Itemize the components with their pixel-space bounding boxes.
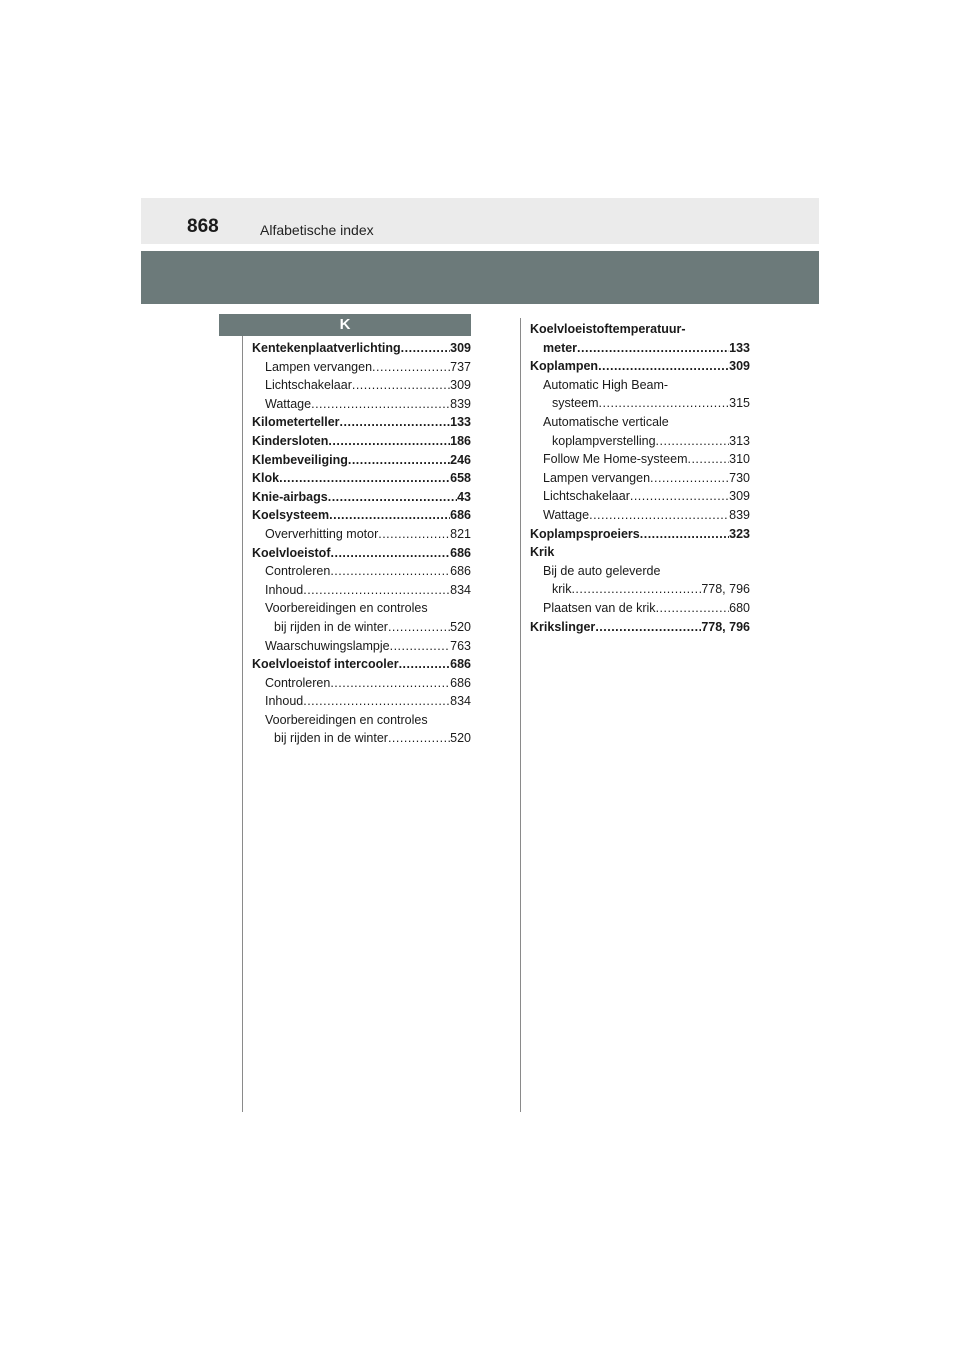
index-entry-term: Voorbereidingen en controles [265,712,428,727]
dot-leader [340,413,451,432]
dot-leader [330,562,450,581]
index-entry-page: 821 [450,526,471,541]
index-entry-page: 520 [450,731,471,746]
index-entry [530,618,750,637]
index-entry [252,599,471,618]
index-entry-term: meter [543,340,578,355]
index-entry-page: 315 [729,396,750,411]
index-entry [252,395,471,414]
index-entry [252,339,471,358]
page-number: 868 [187,216,219,237]
index-entry [252,729,471,748]
dot-leader [687,450,729,469]
index-entry [252,674,471,693]
index-entry-term: Controleren [265,675,331,690]
dot-leader [328,488,457,507]
index-entry-page: 309 [450,378,471,393]
dot-leader [329,506,450,525]
index-entry-page: 686 [450,675,471,690]
index-entry-page: 133 [450,415,471,430]
index-entry [530,357,750,376]
index-entry-term: Kentekenplaatverlichting [252,341,401,355]
index-entry-term: Voorbereidingen en controles [265,601,428,616]
index-entry [530,543,750,562]
index-entry [252,488,471,507]
index-entry-term: Automatic High Beam- [543,377,669,392]
index-entry-term: Bij de auto geleverde [543,563,661,578]
dot-leader [388,729,450,748]
index-entry [530,525,750,544]
dot-leader [328,432,450,451]
index-entry [252,637,471,656]
index-entry [252,469,471,488]
index-entry [530,394,750,413]
index-entry [530,432,750,451]
index-entry-page: 778, 796 [701,619,750,634]
index-entry-term: Lampen vervangen [265,359,373,374]
index-entry-term: Inhoud [265,582,304,597]
index-entry-page: 186 [450,433,471,448]
index-entry [530,413,750,432]
index-column-1 [252,339,471,748]
index-entry [530,580,750,599]
index-entry-page: 834 [450,694,471,709]
index-entry-term: Plaatsen van de krik [543,600,656,615]
index-entry-term: Koelsysteem [252,508,330,523]
index-entry-term: koplampverstelling [552,433,656,448]
index-entry-term: Krik [530,545,555,560]
index-entry [530,339,750,358]
dot-leader [630,487,729,506]
index-entry-page: 323 [729,526,750,541]
dot-leader [372,358,450,377]
dot-leader [401,339,450,358]
index-entry [530,450,750,469]
index-entry [252,451,471,470]
index-entry-term: Klok [252,471,280,486]
dot-leader [311,395,450,414]
dot-leader [303,581,450,600]
header-band [141,198,819,244]
index-entry-page: 763 [450,638,471,653]
index-entry-term: Wattage [543,507,590,522]
index-entry-page: 686 [450,508,471,523]
index-entry-term: krik [552,582,572,597]
index-entry-term: Koelvloeistoftemperatuur- [530,322,686,336]
index-entry-page: 834 [450,582,471,597]
index-entry [252,413,471,432]
dot-leader [577,339,729,358]
index-entry [252,506,471,525]
header-gray-bar [141,251,819,304]
index-entry [530,469,750,488]
column-divider-left [242,336,243,1112]
dot-leader [388,618,450,637]
dot-leader [640,525,729,544]
dot-leader [595,618,701,637]
index-entry-page: 686 [450,545,471,560]
dot-leader [348,451,450,470]
index-entry-page: 680 [729,600,750,615]
index-entry [252,711,471,730]
index-entry-term: Krikslinger [530,619,596,634]
index-entry-term: Kindersloten [252,433,329,448]
index-entry [530,599,750,618]
index-entry-term: Lampen vervangen [543,470,651,485]
column-divider-middle [520,318,521,1112]
dot-leader [571,580,701,599]
index-entry [252,525,471,544]
dot-leader [331,544,451,563]
dot-leader [352,376,450,395]
index-entry-page: 737 [450,359,471,374]
index-entry-page: 309 [729,489,750,504]
index-entry-term: Koelvloeistof [252,545,331,560]
section-letter: K [219,314,471,336]
index-entry-page: 310 [729,452,750,467]
index-entry [252,432,471,451]
dot-leader [279,469,450,488]
index-entry-page: 313 [729,433,750,448]
dot-leader [650,469,729,488]
dot-leader [656,432,730,451]
index-entry-page: 730 [729,470,750,485]
index-entry-term: Lichtschakelaar [265,378,352,393]
index-entry-term: Kilometerteller [252,415,340,430]
index-entry-term: Koelvloeistof intercooler [252,657,399,672]
index-entry-term: systeem [552,396,599,411]
index-entry-term: Koplampen [530,359,599,374]
index-entry-page: 43 [457,489,471,504]
index-entry-term: Automatische verticale [543,414,669,429]
index-entry-term: Oververhitting motor [265,526,379,541]
index-entry-term: Follow Me Home-systeem [543,452,688,467]
dot-leader [589,506,729,525]
index-entry-term: Koplampsproeiers [530,526,640,541]
index-entry-term: Inhoud [265,694,304,709]
index-entry [252,581,471,600]
index-entry-page: 658 [450,471,471,486]
index-entry-term: Lichtschakelaar [543,489,630,504]
index-entry-page: 309 [450,341,471,355]
dot-leader [656,599,730,618]
index-entry [530,562,750,581]
index-entry-term: bij rijden in de winter [274,619,388,634]
index-entry-term: Controleren [265,564,331,579]
index-entry [252,655,471,674]
index-entry [252,358,471,377]
page-title: Alfabetische index [260,222,374,238]
dot-leader [390,637,451,656]
dot-leader [399,655,451,674]
index-entry-page: 839 [729,507,750,522]
index-entry [252,376,471,395]
index-entry-page: 309 [729,359,750,374]
index-entry-page: 778, 796 [701,582,750,597]
index-entry-term: Waarschuwingslampje [265,638,390,653]
dot-leader [599,394,730,413]
index-entry [530,506,750,525]
dot-leader [378,525,450,544]
dot-leader [330,674,450,693]
index-entry-term: Wattage [265,396,312,411]
index-entry-page: 839 [450,396,471,411]
index-entry [252,692,471,711]
index-entry-page: 686 [450,657,471,672]
index-entry [530,376,750,395]
index-entry-page: 133 [729,340,750,355]
index-entry-term: Klembeveiliging [252,452,348,467]
index-entry [530,487,750,506]
index-entry-term: Knie-airbags [252,489,328,504]
index-entry [252,618,471,637]
index-entry-page: 246 [450,452,471,467]
dot-leader [303,692,450,711]
index-entry [252,544,471,563]
index-column-2 [530,320,750,636]
index-entry [252,562,471,581]
index-entry [530,320,750,339]
dot-leader [598,357,729,376]
index-entry-page: 520 [450,619,471,634]
index-entry-page: 686 [450,564,471,579]
index-entry-term: bij rijden in de winter [274,731,388,746]
